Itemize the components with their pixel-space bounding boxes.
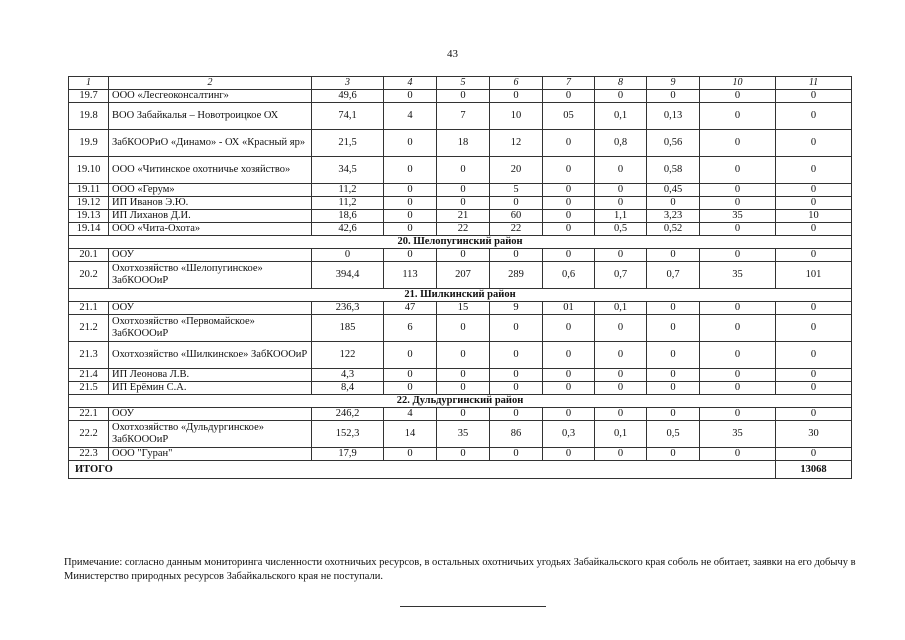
column-number: 7: [543, 77, 595, 90]
value-cell: 0: [437, 315, 490, 342]
value-cell: 0: [437, 448, 490, 461]
district-header-row: [69, 236, 852, 249]
entity-name-cell: Охотхозяйство «Шилкинское» ЗабКОООиР: [109, 342, 312, 369]
value-cell: 0: [776, 315, 852, 342]
value-cell: 34,5: [312, 157, 384, 184]
value-cell: 0: [700, 130, 776, 157]
value-cell: 0: [543, 184, 595, 197]
table-row: [69, 90, 852, 103]
value-cell: 0: [312, 249, 384, 262]
column-number: 3: [312, 77, 384, 90]
column-number: 11: [776, 77, 852, 90]
entity-name-cell: ООУ: [109, 302, 312, 315]
value-cell: 17,9: [312, 448, 384, 461]
column-number: 8: [595, 77, 647, 90]
value-cell: 0: [595, 184, 647, 197]
value-cell: 0: [595, 197, 647, 210]
value-cell: 0: [647, 197, 700, 210]
row-code-cell: 20.2: [69, 262, 109, 289]
table-row: [69, 382, 852, 395]
value-cell: 122: [312, 342, 384, 369]
entity-name-cell: ООУ: [109, 249, 312, 262]
value-cell: 0,3: [543, 421, 595, 448]
value-cell: 0: [543, 408, 595, 421]
table-row: [69, 342, 852, 369]
value-cell: 0: [490, 197, 543, 210]
value-cell: 4: [384, 103, 437, 130]
value-cell: 30: [776, 421, 852, 448]
district-header: 20. Шелопугинский район: [69, 236, 852, 249]
value-cell: 0: [700, 223, 776, 236]
column-number: 1: [69, 77, 109, 90]
value-cell: 22: [437, 223, 490, 236]
value-cell: 0: [543, 223, 595, 236]
value-cell: 0: [437, 408, 490, 421]
value-cell: 0,1: [595, 302, 647, 315]
value-cell: 0: [543, 90, 595, 103]
value-cell: 01: [543, 302, 595, 315]
value-cell: 0: [700, 342, 776, 369]
table-row: [69, 262, 852, 289]
entity-name-cell: ООО «Читинское охотничье хозяйство»: [109, 157, 312, 184]
footer-divider: [400, 606, 546, 607]
value-cell: 0: [647, 369, 700, 382]
value-cell: 185: [312, 315, 384, 342]
value-cell: 0: [647, 315, 700, 342]
entity-name-cell: ИП Лиханов Д.И.: [109, 210, 312, 223]
value-cell: 47: [384, 302, 437, 315]
table-row: [69, 184, 852, 197]
table-row: [69, 103, 852, 130]
value-cell: 113: [384, 262, 437, 289]
value-cell: 0,5: [595, 223, 647, 236]
value-cell: 0: [384, 130, 437, 157]
value-cell: 0: [490, 408, 543, 421]
total-label: ИТОГО: [69, 461, 384, 479]
value-cell: 74,1: [312, 103, 384, 130]
entity-name-cell: Охотхозяйство «Шелопугинское» ЗабКОООиР: [109, 262, 312, 289]
row-code-cell: 22.1: [69, 408, 109, 421]
row-code-cell: 22.3: [69, 448, 109, 461]
value-cell: 21,5: [312, 130, 384, 157]
value-cell: 0: [776, 342, 852, 369]
value-cell: 1,1: [595, 210, 647, 223]
value-cell: 0: [700, 157, 776, 184]
value-cell: 207: [437, 262, 490, 289]
value-cell: 0: [490, 382, 543, 395]
value-cell: 0: [384, 210, 437, 223]
value-cell: 394,4: [312, 262, 384, 289]
value-cell: 6: [384, 315, 437, 342]
value-cell: 35: [700, 421, 776, 448]
value-cell: 0: [595, 342, 647, 369]
value-cell: 0: [595, 90, 647, 103]
value-cell: 0: [647, 408, 700, 421]
value-cell: 0: [490, 369, 543, 382]
table-row: [69, 421, 852, 448]
row-code-cell: 21.5: [69, 382, 109, 395]
value-cell: 246,2: [312, 408, 384, 421]
value-cell: 101: [776, 262, 852, 289]
value-cell: 8,4: [312, 382, 384, 395]
column-number: 5: [437, 77, 490, 90]
value-cell: 289: [490, 262, 543, 289]
value-cell: 35: [700, 262, 776, 289]
value-cell: 0: [700, 315, 776, 342]
value-cell: 0: [776, 382, 852, 395]
entity-name-cell: ООО «Герум»: [109, 184, 312, 197]
value-cell: 0: [647, 302, 700, 315]
value-cell: 0,7: [647, 262, 700, 289]
table-row: [69, 408, 852, 421]
value-cell: 0: [490, 249, 543, 262]
value-cell: 0: [490, 315, 543, 342]
table-row: [69, 448, 852, 461]
entity-name-cell: ИП Иванов Э.Ю.: [109, 197, 312, 210]
value-cell: 42,6: [312, 223, 384, 236]
value-cell: 0: [384, 90, 437, 103]
table-row: [69, 369, 852, 382]
value-cell: 0: [384, 382, 437, 395]
column-number: 10: [700, 77, 776, 90]
value-cell: 0: [776, 369, 852, 382]
value-cell: 05: [543, 103, 595, 130]
value-cell: 4,3: [312, 369, 384, 382]
value-cell: 0: [543, 382, 595, 395]
value-cell: 0: [437, 369, 490, 382]
value-cell: 0: [490, 90, 543, 103]
district-header: 22. Дульдургинский район: [69, 395, 852, 408]
value-cell: 0: [700, 408, 776, 421]
entity-name-cell: ООО «Чита-Охота»: [109, 223, 312, 236]
value-cell: 0: [490, 448, 543, 461]
value-cell: 0,52: [647, 223, 700, 236]
value-cell: 0: [543, 249, 595, 262]
district-header-row: [69, 289, 852, 302]
row-code-cell: 21.1: [69, 302, 109, 315]
value-cell: 0: [647, 249, 700, 262]
column-number: 6: [490, 77, 543, 90]
value-cell: 0,45: [647, 184, 700, 197]
value-cell: 10: [490, 103, 543, 130]
value-cell: 0,1: [595, 421, 647, 448]
total-blank: [384, 461, 700, 479]
value-cell: 0: [776, 302, 852, 315]
value-cell: 0: [776, 249, 852, 262]
total-blank: [700, 461, 776, 479]
row-code-cell: 21.4: [69, 369, 109, 382]
value-cell: 86: [490, 421, 543, 448]
value-cell: 4: [384, 408, 437, 421]
value-cell: 0: [384, 448, 437, 461]
value-cell: 236,3: [312, 302, 384, 315]
table-row: [69, 210, 852, 223]
value-cell: 0: [384, 157, 437, 184]
value-cell: 0: [595, 369, 647, 382]
value-cell: 3,23: [647, 210, 700, 223]
value-cell: 0: [700, 302, 776, 315]
value-cell: 0: [700, 197, 776, 210]
value-cell: 152,3: [312, 421, 384, 448]
value-cell: 0: [776, 223, 852, 236]
value-cell: 0: [647, 382, 700, 395]
row-code-cell: 19.10: [69, 157, 109, 184]
value-cell: 0: [437, 157, 490, 184]
value-cell: 0: [437, 342, 490, 369]
value-cell: 20: [490, 157, 543, 184]
entity-name-cell: ИП Леонова Л.В.: [109, 369, 312, 382]
value-cell: 0: [384, 249, 437, 262]
district-header: 21. Шилкинский район: [69, 289, 852, 302]
value-cell: 0,8: [595, 130, 647, 157]
value-cell: 0: [776, 130, 852, 157]
table-footnote: Примечание: согласно данным мониторинга численности охотничьих ресурсов, в остальных охотничьих угодьях Забайкальского края соболь не обитает, заявки на его добычу в Министерство природных ресурсов Забайкальского края не поступали.: [64, 557, 856, 582]
hunting-quota-table: [68, 76, 852, 479]
value-cell: 9: [490, 302, 543, 315]
value-cell: 0: [543, 315, 595, 342]
value-cell: 0: [776, 157, 852, 184]
value-cell: 0: [437, 197, 490, 210]
value-cell: 0: [595, 249, 647, 262]
page-number: 43: [447, 48, 458, 60]
value-cell: 0: [384, 342, 437, 369]
value-cell: 0,5: [647, 421, 700, 448]
value-cell: 0,56: [647, 130, 700, 157]
row-code-cell: 21.2: [69, 315, 109, 342]
entity-name-cell: ЗабКООРиО «Динамо» - ОХ «Красный яр»: [109, 130, 312, 157]
value-cell: 0: [700, 90, 776, 103]
district-header-row: [69, 395, 852, 408]
value-cell: 0: [543, 130, 595, 157]
row-code-cell: 19.13: [69, 210, 109, 223]
row-code-cell: 22.2: [69, 421, 109, 448]
value-cell: 0: [437, 184, 490, 197]
entity-name-cell: ИП Ерёмин С.А.: [109, 382, 312, 395]
value-cell: 0: [700, 382, 776, 395]
value-cell: 0: [700, 369, 776, 382]
table-row: [69, 157, 852, 184]
value-cell: 12: [490, 130, 543, 157]
value-cell: 15: [437, 302, 490, 315]
column-number-row: [69, 77, 852, 90]
value-cell: 0: [647, 90, 700, 103]
value-cell: 0: [700, 184, 776, 197]
value-cell: 0: [776, 103, 852, 130]
value-cell: 0: [543, 342, 595, 369]
table-row: [69, 315, 852, 342]
total-row: [69, 461, 852, 479]
value-cell: 18,6: [312, 210, 384, 223]
row-code-cell: 19.8: [69, 103, 109, 130]
table-row: [69, 302, 852, 315]
value-cell: 0: [384, 223, 437, 236]
value-cell: 0: [543, 369, 595, 382]
value-cell: 22: [490, 223, 543, 236]
value-cell: 35: [437, 421, 490, 448]
value-cell: 0: [776, 184, 852, 197]
value-cell: 0: [437, 249, 490, 262]
entity-name-cell: Охотхозяйство «Первомайское» ЗабКОООиР: [109, 315, 312, 342]
value-cell: 0: [595, 382, 647, 395]
value-cell: 0: [490, 342, 543, 369]
row-code-cell: 19.14: [69, 223, 109, 236]
value-cell: 11,2: [312, 184, 384, 197]
total-value: 13068: [776, 461, 852, 479]
row-code-cell: 21.3: [69, 342, 109, 369]
column-number: 9: [647, 77, 700, 90]
value-cell: 0,58: [647, 157, 700, 184]
entity-name-cell: ООО «Лесгеоконсалтинг»: [109, 90, 312, 103]
value-cell: 0: [543, 210, 595, 223]
column-number: 2: [109, 77, 312, 90]
entity-name-cell: ООУ: [109, 408, 312, 421]
value-cell: 0: [776, 448, 852, 461]
value-cell: 0,13: [647, 103, 700, 130]
value-cell: 0: [700, 249, 776, 262]
table-row: [69, 223, 852, 236]
value-cell: 0: [595, 157, 647, 184]
value-cell: 60: [490, 210, 543, 223]
value-cell: 11,2: [312, 197, 384, 210]
value-cell: 0: [384, 369, 437, 382]
value-cell: 0: [384, 184, 437, 197]
value-cell: 0: [543, 197, 595, 210]
value-cell: 0,6: [543, 262, 595, 289]
value-cell: 0,7: [595, 262, 647, 289]
value-cell: 0: [595, 408, 647, 421]
value-cell: 0: [595, 448, 647, 461]
value-cell: 0: [437, 382, 490, 395]
value-cell: 18: [437, 130, 490, 157]
value-cell: 21: [437, 210, 490, 223]
value-cell: 0: [384, 197, 437, 210]
value-cell: 0: [647, 448, 700, 461]
row-code-cell: 20.1: [69, 249, 109, 262]
value-cell: 7: [437, 103, 490, 130]
row-code-cell: 19.9: [69, 130, 109, 157]
column-number: 4: [384, 77, 437, 90]
entity-name-cell: ООО "Гуран": [109, 448, 312, 461]
table-row: [69, 249, 852, 262]
row-code-cell: 19.7: [69, 90, 109, 103]
value-cell: 0: [543, 157, 595, 184]
value-cell: 14: [384, 421, 437, 448]
entity-name-cell: Охотхозяйство «Дульдургинское» ЗабКОООиР: [109, 421, 312, 448]
value-cell: 0,1: [595, 103, 647, 130]
table-row: [69, 197, 852, 210]
value-cell: 5: [490, 184, 543, 197]
row-code-cell: 19.11: [69, 184, 109, 197]
value-cell: 0: [437, 90, 490, 103]
value-cell: 35: [700, 210, 776, 223]
value-cell: 0: [700, 103, 776, 130]
value-cell: 0: [647, 342, 700, 369]
value-cell: 0: [595, 315, 647, 342]
value-cell: 0: [776, 197, 852, 210]
value-cell: 49,6: [312, 90, 384, 103]
row-code-cell: 19.12: [69, 197, 109, 210]
value-cell: 0: [776, 408, 852, 421]
entity-name-cell: ВОО Забайкалья – Новотроицкое ОХ: [109, 103, 312, 130]
table-row: [69, 130, 852, 157]
value-cell: 0: [700, 448, 776, 461]
value-cell: 10: [776, 210, 852, 223]
value-cell: 0: [543, 448, 595, 461]
value-cell: 0: [776, 90, 852, 103]
